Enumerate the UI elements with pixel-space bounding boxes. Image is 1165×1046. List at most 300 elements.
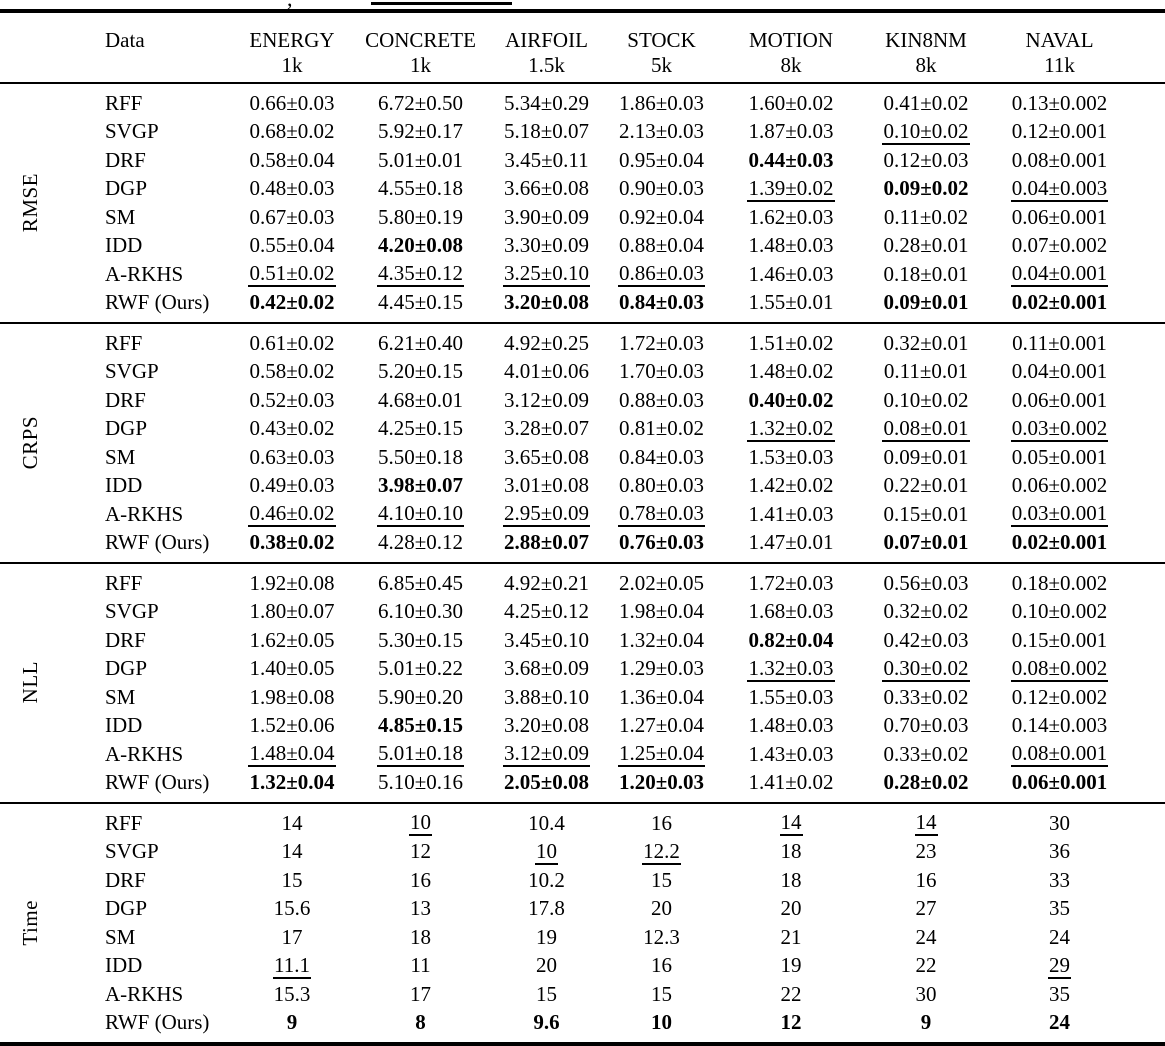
value-text: 0.68±0.02 — [249, 119, 335, 144]
value-cell — [863, 415, 989, 444]
value-cell — [863, 289, 989, 324]
value-cell — [604, 415, 719, 444]
value-text: 0.33±0.02 — [883, 741, 969, 766]
value-text: 4.85±0.15 — [377, 713, 464, 738]
method-cell: IDD — [105, 713, 143, 738]
value-cell — [352, 146, 489, 175]
value-text: 1.48±0.03 — [748, 233, 834, 258]
value-text: 1.32±0.04 — [249, 770, 335, 795]
value-text: 1.47±0.01 — [748, 530, 834, 555]
method-cell: DRF — [105, 147, 146, 172]
value-text: 33 — [1049, 867, 1070, 892]
value-cell — [604, 146, 719, 175]
value-text: 20 — [780, 896, 802, 921]
value-cell — [863, 712, 989, 741]
value-cell — [719, 175, 863, 204]
value-cell — [989, 358, 1130, 387]
value-text: 3.20±0.08 — [503, 713, 590, 738]
value-text: 0.46±0.02 — [248, 502, 335, 527]
value-cell — [604, 1009, 719, 1045]
spacer-cell — [1130, 175, 1165, 204]
value-text: 0.58±0.04 — [249, 147, 335, 172]
value-text: 20 — [651, 896, 672, 921]
value-text: 1.41±0.03 — [748, 501, 834, 526]
method-cell: DGP — [105, 656, 148, 681]
value-text: 19 — [536, 924, 557, 949]
value-cell — [719, 626, 863, 655]
value-cell — [352, 323, 489, 358]
value-text: 5.50±0.18 — [377, 444, 464, 469]
column-header-energy: ENERGY — [249, 28, 335, 52]
method-cell: A-RKHS — [105, 261, 184, 286]
value-cell — [232, 386, 352, 415]
value-cell — [989, 683, 1130, 712]
value-cell — [489, 803, 604, 838]
value-cell — [989, 563, 1130, 598]
value-cell — [989, 83, 1130, 118]
method-cell: RFF — [105, 330, 143, 355]
value-cell — [352, 980, 489, 1009]
value-text: 5.01±0.22 — [377, 656, 464, 681]
value-text: 27 — [915, 896, 937, 921]
value-cell — [719, 146, 863, 175]
value-cell — [989, 952, 1130, 981]
value-text: 12 — [410, 839, 431, 864]
value-text: 20 — [536, 953, 557, 978]
spacer-cell — [1130, 529, 1165, 564]
value-text: 0.14±0.003 — [1011, 713, 1108, 738]
value-text: 16 — [915, 867, 937, 892]
value-cell — [719, 289, 863, 324]
value-text: 13 — [410, 896, 431, 921]
value-text: 15.6 — [273, 896, 311, 921]
value-cell — [719, 712, 863, 741]
value-text: 4.25±0.12 — [503, 599, 590, 624]
value-cell — [863, 626, 989, 655]
value-cell — [352, 866, 489, 895]
value-text: 4.35±0.12 — [377, 262, 464, 287]
value-text: 11 — [410, 953, 431, 978]
table-row — [0, 260, 1165, 289]
value-text: 9 — [920, 1010, 932, 1035]
method-cell: DGP — [105, 176, 148, 201]
value-text: 1.43±0.03 — [748, 741, 834, 766]
value-text: 30 — [1049, 810, 1070, 835]
value-text: 3.98±0.07 — [377, 473, 464, 498]
value-text: 0.11±0.01 — [883, 359, 969, 384]
value-cell — [352, 923, 489, 952]
value-cell — [232, 83, 352, 118]
method-cell: RWF (Ours) — [105, 1010, 210, 1035]
value-text: 4.92±0.25 — [503, 330, 590, 355]
value-text: 0.88±0.03 — [618, 387, 705, 412]
value-text: 16 — [651, 953, 672, 978]
section-nll — [0, 563, 1165, 803]
value-cell — [489, 598, 604, 627]
method-cell: RFF — [105, 90, 143, 115]
value-cell — [604, 260, 719, 289]
value-text: 0.18±0.01 — [883, 261, 969, 286]
value-text: 2.05±0.08 — [503, 770, 590, 795]
value-cell — [719, 769, 863, 804]
value-text: 0.76±0.03 — [618, 530, 705, 555]
value-text: 10 — [651, 1010, 672, 1035]
section-label-time — [0, 803, 60, 1044]
value-cell — [489, 415, 604, 444]
value-text: 6.85±0.45 — [377, 570, 464, 595]
spacer-cell — [1130, 386, 1165, 415]
value-text: 0.58±0.02 — [249, 359, 335, 384]
value-text: 0.08±0.01 — [882, 417, 969, 442]
value-text: 0.28±0.01 — [883, 233, 969, 258]
value-cell — [604, 358, 719, 387]
value-cell — [604, 203, 719, 232]
value-text: 0.06±0.001 — [1011, 387, 1108, 412]
value-text: 17.8 — [528, 896, 565, 921]
value-text: 4.10±0.10 — [377, 502, 464, 527]
value-cell — [352, 203, 489, 232]
value-text: 0.07±0.002 — [1011, 233, 1108, 258]
table-row — [0, 529, 1165, 564]
column-header-naval: NAVAL — [1025, 28, 1094, 52]
spacer-cell — [1130, 952, 1165, 981]
value-text: 4.20±0.08 — [377, 233, 464, 258]
table-row — [0, 626, 1165, 655]
spacer-cell — [1130, 323, 1165, 358]
value-text: 0.92±0.04 — [618, 204, 705, 229]
value-text: 0.56±0.03 — [883, 570, 969, 595]
value-cell — [232, 500, 352, 529]
table-row — [0, 598, 1165, 627]
value-cell — [489, 472, 604, 501]
spacer-cell — [1130, 415, 1165, 444]
value-cell — [232, 838, 352, 867]
value-cell — [604, 289, 719, 324]
value-text: 0.12±0.001 — [1011, 119, 1108, 144]
value-cell — [719, 598, 863, 627]
value-cell — [604, 866, 719, 895]
metric-label: NLL — [17, 661, 42, 704]
table-row — [0, 500, 1165, 529]
value-text: 0.15±0.001 — [1011, 627, 1108, 652]
method-cell: DRF — [105, 867, 146, 892]
value-cell — [489, 443, 604, 472]
value-text: 5.10±0.16 — [377, 770, 464, 795]
value-text: 0.28±0.02 — [883, 770, 969, 795]
spacer-cell — [1130, 472, 1165, 501]
value-text: 0.42±0.02 — [249, 290, 335, 315]
value-text: 10.4 — [528, 810, 565, 835]
value-text: 0.38±0.02 — [249, 530, 335, 555]
value-cell — [352, 563, 489, 598]
value-cell — [489, 358, 604, 387]
value-text: 4.92±0.21 — [503, 570, 590, 595]
value-text: 16 — [651, 810, 672, 835]
table-row — [0, 83, 1165, 118]
value-text: 4.55±0.18 — [377, 176, 464, 201]
value-text: 0.32±0.01 — [883, 330, 969, 355]
value-text: 19 — [780, 953, 802, 978]
value-text: 4.01±0.06 — [503, 359, 590, 384]
table-row — [0, 386, 1165, 415]
value-text: 1.86±0.03 — [618, 90, 705, 115]
value-cell — [719, 232, 863, 261]
value-text: 12.2 — [642, 840, 681, 865]
value-cell — [604, 803, 719, 838]
value-cell — [232, 529, 352, 564]
value-cell — [719, 415, 863, 444]
value-text: 1.62±0.05 — [249, 627, 335, 652]
value-cell — [489, 232, 604, 261]
value-cell — [719, 83, 863, 118]
value-text: 4.25±0.15 — [377, 416, 464, 441]
value-cell — [489, 563, 604, 598]
value-text: 5.34±0.29 — [503, 90, 590, 115]
value-text: 0.30±0.02 — [882, 657, 969, 682]
value-cell — [719, 386, 863, 415]
value-text: 3.01±0.08 — [503, 473, 590, 498]
value-text: 0.95±0.04 — [618, 147, 705, 172]
method-cell: A-RKHS — [105, 741, 184, 766]
value-cell — [863, 203, 989, 232]
value-cell — [232, 923, 352, 952]
value-text: 23 — [915, 839, 937, 864]
value-cell — [352, 740, 489, 769]
value-text: 0.78±0.03 — [618, 502, 705, 527]
value-text: 3.20±0.08 — [503, 290, 590, 315]
value-text: 0.02±0.001 — [1011, 530, 1108, 555]
value-text: 15 — [651, 981, 672, 1006]
table-row — [0, 769, 1165, 804]
value-text: 0.05±0.001 — [1011, 444, 1108, 469]
value-text: 1.42±0.02 — [748, 473, 834, 498]
value-cell — [989, 1009, 1130, 1045]
value-text: 0.08±0.002 — [1011, 657, 1109, 682]
value-cell — [863, 83, 989, 118]
value-cell — [352, 175, 489, 204]
section-rmse — [0, 83, 1165, 323]
value-cell — [489, 83, 604, 118]
table-row — [0, 1009, 1165, 1045]
value-text: 4.45±0.15 — [377, 290, 464, 315]
value-text: 0.86±0.03 — [618, 262, 705, 287]
value-text: 0.22±0.01 — [883, 473, 969, 498]
value-cell — [604, 923, 719, 952]
value-text: 24 — [1049, 1010, 1070, 1035]
value-text: 35 — [1049, 981, 1070, 1006]
spacer-cell — [1130, 866, 1165, 895]
value-cell — [352, 838, 489, 867]
value-text: 24 — [1049, 924, 1070, 949]
value-text: 1.80±0.07 — [249, 599, 335, 624]
value-cell — [232, 866, 352, 895]
value-text: 2.88±0.07 — [503, 530, 590, 555]
value-cell — [719, 529, 863, 564]
value-cell — [863, 358, 989, 387]
value-text: 14 — [281, 839, 303, 864]
value-text: 15 — [536, 981, 557, 1006]
value-text: 0.09±0.01 — [883, 290, 969, 315]
value-cell — [489, 1009, 604, 1045]
spacer-cell — [1130, 980, 1165, 1009]
table-row — [0, 232, 1165, 261]
value-text: 1.39±0.02 — [747, 177, 834, 202]
spacer-cell — [1130, 923, 1165, 952]
spacer-cell — [60, 53, 232, 83]
value-text: 0.61±0.02 — [249, 330, 335, 355]
method-cell: DRF — [105, 387, 146, 412]
table-row — [0, 980, 1165, 1009]
value-cell — [352, 472, 489, 501]
value-text: 0.66±0.03 — [249, 90, 335, 115]
value-text: 0.04±0.001 — [1011, 359, 1108, 384]
value-cell — [863, 803, 989, 838]
method-cell: IDD — [105, 233, 143, 258]
value-text: 18 — [780, 867, 802, 892]
value-text: 1.48±0.02 — [748, 359, 834, 384]
column-header-stock: STOCK — [627, 28, 696, 52]
value-cell — [719, 895, 863, 924]
column-header-airfoil: AIRFOIL — [505, 28, 588, 52]
value-text: 1.48±0.04 — [248, 742, 335, 767]
value-cell — [489, 838, 604, 867]
value-text: 6.72±0.50 — [377, 90, 464, 115]
value-text: 5.90±0.20 — [377, 684, 464, 709]
value-text: 3.12±0.09 — [503, 387, 590, 412]
value-cell — [863, 1009, 989, 1045]
value-cell — [989, 655, 1130, 684]
value-text: 0.06±0.001 — [1011, 770, 1108, 795]
value-text: 17 — [410, 981, 431, 1006]
value-cell — [989, 740, 1130, 769]
value-text: 15.3 — [273, 981, 311, 1006]
value-text: 1.52±0.06 — [249, 713, 335, 738]
value-cell — [604, 118, 719, 147]
value-cell — [863, 146, 989, 175]
value-text: 3.65±0.08 — [503, 444, 590, 469]
value-text: 17 — [281, 924, 303, 949]
value-text: 8 — [415, 1010, 426, 1035]
value-text: 0.40±0.02 — [748, 387, 834, 412]
value-cell — [719, 838, 863, 867]
method-cell: RFF — [105, 810, 143, 835]
value-cell — [604, 769, 719, 804]
value-text: 3.45±0.11 — [504, 147, 589, 172]
spacer-cell — [1130, 740, 1165, 769]
value-text: 5.80±0.19 — [377, 204, 464, 229]
value-text: 0.41±0.02 — [883, 90, 969, 115]
value-cell — [232, 175, 352, 204]
value-text: 0.09±0.01 — [883, 444, 969, 469]
value-cell — [489, 146, 604, 175]
value-text: 1.98±0.08 — [249, 684, 335, 709]
value-text: 11.1 — [273, 954, 311, 979]
value-cell — [604, 175, 719, 204]
value-text: 0.09±0.02 — [883, 176, 969, 201]
value-text: 18 — [780, 839, 802, 864]
value-cell — [232, 895, 352, 924]
value-cell — [863, 260, 989, 289]
value-cell — [232, 712, 352, 741]
value-text: 0.84±0.03 — [618, 290, 705, 315]
value-cell — [352, 500, 489, 529]
caption-fragment — [0, 0, 1165, 9]
value-text: 1.46±0.03 — [748, 261, 834, 286]
value-cell — [989, 472, 1130, 501]
value-cell — [604, 626, 719, 655]
value-text: 10 — [409, 811, 432, 836]
value-cell — [719, 952, 863, 981]
value-cell — [604, 683, 719, 712]
value-cell — [232, 289, 352, 324]
value-cell — [863, 923, 989, 952]
value-cell — [352, 260, 489, 289]
value-cell — [863, 980, 989, 1009]
value-cell — [989, 175, 1130, 204]
table-row — [0, 472, 1165, 501]
value-cell — [352, 598, 489, 627]
value-cell — [863, 740, 989, 769]
value-cell — [863, 952, 989, 981]
method-cell: SVGP — [105, 119, 159, 144]
value-text: 3.66±0.08 — [503, 176, 590, 201]
value-text: 1.68±0.03 — [748, 599, 834, 624]
value-text: 1.32±0.02 — [747, 417, 834, 442]
value-cell — [863, 563, 989, 598]
value-cell — [719, 563, 863, 598]
value-cell — [863, 443, 989, 472]
value-cell — [352, 626, 489, 655]
value-cell — [232, 803, 352, 838]
value-cell — [863, 175, 989, 204]
value-cell — [604, 598, 719, 627]
value-cell — [489, 175, 604, 204]
value-text: 2.02±0.05 — [618, 570, 705, 595]
spacer-cell — [1130, 289, 1165, 324]
value-text: 1.87±0.03 — [748, 119, 834, 144]
table-row — [0, 358, 1165, 387]
value-cell — [989, 598, 1130, 627]
value-cell — [489, 769, 604, 804]
value-cell — [863, 118, 989, 147]
value-cell — [352, 358, 489, 387]
value-cell — [989, 769, 1130, 804]
value-text: 0.11±0.02 — [883, 204, 969, 229]
value-cell — [232, 952, 352, 981]
value-cell — [352, 232, 489, 261]
section-crps — [0, 323, 1165, 563]
value-cell — [232, 358, 352, 387]
spacer-cell — [0, 11, 60, 53]
value-text: 1.98±0.04 — [618, 599, 705, 624]
value-text: 3.12±0.09 — [503, 742, 590, 767]
method-cell: DRF — [105, 627, 146, 652]
section-label-crps — [0, 323, 60, 563]
value-cell — [489, 289, 604, 324]
value-cell — [489, 118, 604, 147]
table-row — [0, 443, 1165, 472]
value-text: 15 — [281, 867, 303, 892]
value-cell — [863, 655, 989, 684]
value-cell — [719, 923, 863, 952]
value-cell — [352, 952, 489, 981]
value-cell — [719, 443, 863, 472]
value-text: 0.82±0.04 — [748, 627, 834, 652]
value-text: 0.18±0.002 — [1011, 570, 1108, 595]
value-text: 0.10±0.002 — [1011, 599, 1108, 624]
value-cell — [352, 1009, 489, 1045]
value-cell — [489, 500, 604, 529]
